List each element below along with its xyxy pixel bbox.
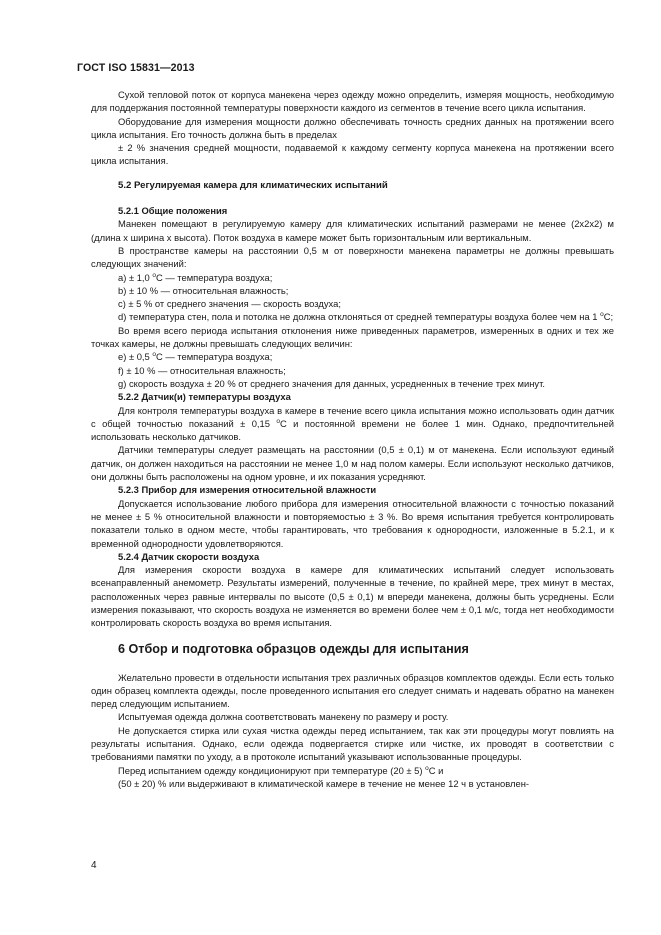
section-heading-5-2: 5.2 Регулируемая камера для климатических испытаний [118, 179, 388, 191]
list-item: d) температура стен, пола и потолка не должна отклоняться от средней температуры воздуха более чем на 1 $^o$C; [118, 311, 614, 323]
paragraph: Допускается использование любого прибора для измерения относительной влажности с точностью показаний не менее ± 5 % относительной влажности и повторяемостью ± 3 %. Во время испытания требуется контролировать показатели только в одном месте, чтобы гарантировать, что требования к однородности, изложенные в 5.2.1, и к временной однородности удовлетворяются. [91, 497, 614, 549]
subsection-heading-5-2-1: 5.2.1 Общие положения [118, 205, 228, 217]
subsection-heading-5-2-3: 5.2.3 Прибор для измерения относительной влажности [118, 484, 377, 496]
list-item: g) скорость воздуха ± 20 % от среднего значения для данных, усредненных в течение трех минут. [118, 377, 545, 389]
paragraph: Испытуемая одежда должна соответствовать манекену по размеру и росту. [118, 711, 449, 723]
paragraph: ± 2 % значения средней мощности, подаваемой к каждому сегменту корпуса манекена на протяжении всего цикла испытания. [91, 142, 614, 167]
list-item: f) ± 10 % — относительная влажность; [118, 364, 286, 376]
paragraph: Для измерения скорости воздуха в камере для климатических испытаний следует использовать всенаправленный анемометр. Результаты измерений, полученные в течение, по крайней мере, трех минут в местах, расположенных через равные интервалы по высоте (0,5 ± 0,1) м впереди манекена, должны быть усреднены. Если измерения показывают, что скорость воздуха не изменяется во времени более чем ± 0,1 м/с, тогда нет необходимости контролировать скорость воздуха во время испытания. [91, 564, 614, 629]
subsection-heading-5-2-4: 5.2.4 Датчик скорости воздуха [118, 550, 260, 562]
list-item: a) ± 1,0 $^o$C — температура воздуха; [118, 271, 273, 283]
paragraph: (50 ± 20) % или выдерживают в климатической камере в течение не менее 12 ч в установлен- [118, 777, 530, 789]
paragraph: Датчики температуры следует размещать на расстоянии (0,5 ± 0,1) м от манекена. Если используют единый датчик, он должен находиться на расстоянии не менее 1,0 м над полом камеры. Если используют несколько датчиков, они должны быть расположены на одном уровне, и их показания усредняют. [91, 444, 614, 483]
paragraph: Во время всего периода испытания отклонения ниже приведенных параметров, измеренных в одних и тех же точках камеры, не должны превышать следующих величин: [91, 324, 614, 350]
paragraph: В пространстве камеры на расстоянии 0,5 м от поверхности манекена параметры не должны превышать следующих значений: [91, 244, 614, 270]
paragraph: Желательно провести в отдельности испытания трех различных образцов комплектов одежды. Если есть только один образец комплекта одежды, после проведенного испытания его следует снимать и надевать обратно на манекен перед следующим испытанием. [91, 671, 614, 710]
list-item: e) ± 0,5 $^o$C — температура воздуха; [118, 351, 273, 363]
paragraph: Не допускается стирка или сухая чистка одежды перед испытанием, так как эти процедуры могут повлиять на результаты испытания. Однако, если одежда подвергается стирке или чистке, их проводят в соответствии с требованиями памятки по уходу, а в протоколе испытаний указывают использованные процедуры. [91, 724, 614, 763]
paragraph: Сухой тепловой поток от корпуса манекена через одежду можно определить, измеряя мощность, необходимую для поддержания постоянной температуры поверхности каждого из сегментов в течение всего цикла испытания. [91, 89, 614, 114]
paragraph: Манекен помещают в регулируемую камеру для климатических испытаний размерами не менее (2х2х2) м (длина х ширина х высота). Поток воздуха в камере может быть горизонтальным или вертикальным. [91, 218, 614, 243]
list-item: b) ± 10 % — относительная влажность; [118, 284, 289, 296]
page-number: 4 [91, 860, 97, 871]
subsection-heading-5-2-2: 5.2.2 Датчик(и) температуры воздуха [118, 391, 291, 403]
list-item: c) ± 5 % от среднего значения — скорость воздуха; [118, 298, 341, 310]
paragraph: Для контроля температуры воздуха в камере в течение всего цикла испытания можно использовать один датчик с общей точностью показаний ± 0,15 $^o$C и постоянной времени не более 1 мин. Однако, предпочтительней использовать несколько датчиков. [91, 404, 614, 443]
paragraph: Перед испытанием одежду кондиционируют при температуре (20 ± 5) $^o$C и [118, 764, 444, 776]
paragraph: Оборудование для измерения мощности должно обеспечивать точность средних данных на протяжении всего цикла испытания. Его точность должна быть в пределах [91, 115, 614, 140]
page-content [91, 88, 614, 790]
section-heading-6: 6 Отбор и подготовка образцов одежды для испытания [118, 641, 469, 656]
document-header: ГОСТ ISO 15831—2013 [77, 62, 195, 74]
